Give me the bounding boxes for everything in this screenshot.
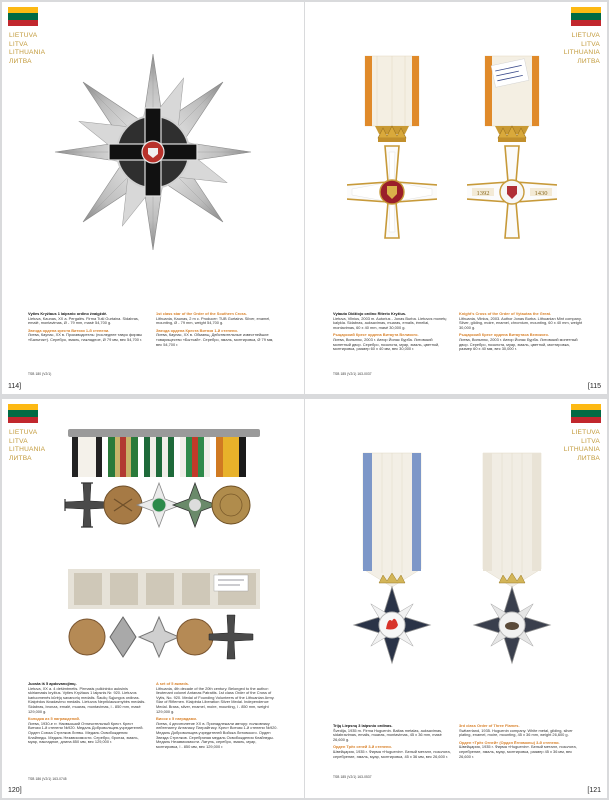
country-ru: LITVA: [9, 40, 28, 48]
caption-en: [459, 724, 583, 762]
lithuania-flag-icon: [8, 7, 38, 26]
country-label: [564, 429, 600, 463]
caption-ru-title: Звезда ордена креста Витязя 1-й степени.: [28, 327, 110, 333]
page-115: [305, 2, 607, 394]
caption-ru-title: Рыцарский Крест ордена Витаута Великого.: [333, 332, 419, 338]
country-ru: LITVA: [581, 437, 600, 445]
caption-en-body: Lithuania, Kaunas, 2 m c. Producer: TUB Gurtaina. Silver, enamel, mounting, Ø - 79 mm, weight 54,700 g.: [156, 315, 271, 326]
country-en: LITHUANIA: [563, 446, 600, 454]
svg-text:1430: 1430: [534, 190, 548, 197]
page-number: [115: [587, 383, 601, 390]
caption-en-body: Switzerland, 1935. Huguenin company. White metal, gilding, silver plating, enamel, moire, mounting, 45 x 36 mm, weight 26,600 g.: [459, 727, 573, 738]
country-ru2: ЛИТВА: [9, 57, 32, 65]
country-lt: LIETUVA: [9, 32, 38, 39]
lithuania-flag-icon: [571, 404, 601, 423]
caption-ru-body: Литва, Каунас, XX в. Производитель: (последнее тавро фирмы «Бальтик»). Серебро, эмаль, накладное, Ø 79 мм, вес 54,700 г.: [28, 332, 143, 342]
country-ru2: ЛИТВА: [577, 57, 600, 65]
caption-lt-body: Švedija, 1935 m. Firma Huguenin. Baltas metalas, auksavimas, sidabravimas, emalis, muaras, montavimas, 45 x 36 mm, masė 26,600 g.: [333, 727, 443, 742]
caption-lt-title: Vyties Kryžiaus 1 laipsnio ordino žvaigždė.: [28, 311, 108, 316]
country-en: LITHUANIA: [563, 49, 600, 57]
page-number: 120]: [8, 787, 22, 794]
lithuania-flag-icon: [571, 7, 601, 26]
caption-en-body: Lithuania, Vilnius, 2003. Author Jonas Burba. Lithuanian Mint company. Silver, gilding, moire, enamel, chromium, mounting, 60 x 40 mm, weight 30,000 g.: [459, 315, 583, 330]
caption-ru2-body: Литва, 4 десятилетие XX в. Принадлежали автору: полковнику лейтенанту Антанасу Патрайтису. Крест Витязя 1-й степени №920. Медаль Добровольцев-учредителей Войска Литовского. Орден Звезда Стрелков. Серебряная медаль Освобождения Клайпеды. Медаль Независимости. Латунь, серебро, эмаль, муар, монтировка, l - 850 мм, вес 129,000 г.: [156, 720, 278, 749]
caption-ru-body: Литва, 1930-е гг. Наивысший Отличительный Крест. Крест Витязя 1-й степени №920. Медаль Добровольцев-учредителей. Орден Союза Стрелков Литвы. Медаль Освобождения Клайпеды. Медаль Независимости. Серебро, бронза, эмаль, муар, накладное, длина 850 мм, вес 129,000 г.: [28, 720, 144, 745]
caption-en: [156, 312, 276, 350]
medal-bar-reverse-image: [64, 559, 264, 679]
caption-en-title: A set of 5 awards.: [156, 681, 189, 686]
catalog-ref: TSB 185 (V2/1) 163-0537: [333, 775, 372, 779]
caption-ru2-body: Литва, Вильнюс, 2003 г. Автор Йонас Бурба. Литовский монетный двор. Серебро, позолота, муар, эмаль, цветной, монтировка, размер 60 x 40 мм, вес 30,000 г.: [459, 336, 578, 352]
caption-lt-body: Lietuva, XX a. 4 dešimtmetis. Pirmasis pulkininko auksinis skiriamasis kryžius. Vyties Kryžiaus 1 laipsnis Nr. 920. Lietuvos kariuomenės kūrėjų savanorių medalis. Šaulių Sąjungos ordinas. Klaipėdos išvadavimo medalis. Lietuvos Nepriklausomybės medalis. Sidabras, bronza, emalė, muaras, montavimas, l - 850 mm, masė 129,000 g.: [28, 685, 146, 714]
page-114: [2, 2, 304, 394]
country-lt: LIETUVA: [571, 429, 600, 436]
country-label: [9, 429, 45, 463]
country-ru: LITVA: [581, 40, 600, 48]
catalog-ref: TSB 180 (V2/1): [28, 372, 52, 376]
order-star-image: [48, 52, 258, 252]
country-en: LITHUANIA: [9, 49, 46, 57]
country-lt: LIETUVA: [9, 429, 38, 436]
caption-en: [459, 312, 583, 355]
caption-en: [156, 682, 278, 752]
country-en: LITHUANIA: [9, 446, 46, 454]
page-121: [305, 399, 607, 798]
caption-en-title: Knight's Cross of the Order of Vytautas the Great.: [459, 311, 552, 316]
caption-ru2-title: Рыцарский Крест ордена Витаутаса Великого.: [459, 332, 549, 338]
caption-lt-title: Vytauto Didžiojo ordino Riterio Kryžius.: [333, 311, 407, 316]
caption-ru2-title: Висок с 5 наградами.: [156, 716, 197, 722]
caption-ru-body: Швейцария, 1935 г. Фирма «Huguenin». Белый металл, позолота, серебрение, эмаль, муар, монтировка, 45 x 36 мм, вес 26,600 г.: [333, 748, 451, 759]
caption-en-body: Lithuania, 4th decade of the 20th century. Belonged to the author: lieutenant colonel Antanas Patraitis. 1st class Order of the Cross of Vytis, No. 920. Medal of Founding Volunteers of the Lithuanian Army. Star of Riflemen. Klaipėda Liberation Silver Medal. Independence Medal. Brass, silver, enamel, moire, mounting, l - 850 mm, weight 129,000 g.: [156, 685, 275, 714]
caption-lt-title: Juosta iš 5 apdovanojimų.: [28, 681, 77, 686]
caption-ru2-title: Звезда ордена Креста Витязя 1-й степени.: [156, 327, 238, 333]
caption-lt-title: Trijų Liepsnų 3 laipsnio ordinas.: [333, 723, 393, 728]
caption-lt-body: Lietuva, Kaunas, XX a. Pergalės. Firma Tušl Gurtaina. Sidabras, emalė, montavimas, Ø - 79 mm, masė 54,700 g.: [28, 315, 139, 326]
catalog-ref: TSB 186 (V2/1) 163-0745: [28, 777, 67, 781]
country-ru2: ЛИТВА: [9, 454, 32, 462]
page-number: [121: [587, 787, 601, 794]
caption-en-title: 1st class star of the Order of the Southern Cross.: [156, 311, 248, 316]
country-label: [9, 32, 45, 66]
caption-lt-body: Lietuva, Vilnius, 2003 m. Autorius - Jonas Burba. Lietuvos monetų kalykla. Sidabras, auksavimas, muaras, emalis, ėmeliai, montavimas, 60 x 40 mm, masė 30,000 g.: [333, 315, 447, 330]
knight-cross-front-image: [347, 52, 437, 242]
country-label: [564, 32, 600, 66]
caption-lt: [333, 724, 451, 762]
caption-ru2-title: Орден «Трёх Огней» (Ордэн Ёгнямоны) 3-й степени.: [459, 739, 560, 745]
country-lt: LIETUVA: [571, 32, 600, 39]
caption-ru2-body: Швейцария, 1935 г. Фирма «Huguenin». Белый металл, позолота, серебрение, эмаль, муар, монтировка, размер 45 x 36 мм, вес 26,600 г.: [459, 744, 577, 759]
knight-cross-reverse-image: [467, 52, 557, 242]
caption-lt: [28, 312, 146, 346]
page-number: 114]: [8, 383, 22, 390]
svg-text:1392: 1392: [476, 190, 490, 197]
caption-ru-title: Орден Трёх огней 3-й степени.: [333, 744, 392, 750]
lithuania-flag-icon: [8, 404, 38, 423]
catalog-ref: TSB 185 (V2/1) 163-0037: [333, 372, 372, 376]
three-flames-order-front-image: [347, 449, 437, 669]
caption-en-title: 3rd class Order of Three Flames.: [459, 723, 520, 728]
three-flames-order-reverse-image: [467, 449, 557, 669]
caption-ru2-body: Литва, Каунас, XX в. Обманщ. Действительные известнейшие товарищество «Бытчай». Серебро, эмаль, монтировка, Ø 79 мм, вес 54,700 г.: [156, 332, 274, 347]
caption-ru-title: Колодка из 5 награждений.: [28, 716, 80, 722]
medal-bar-front-image: [64, 427, 264, 547]
country-ru: LITVA: [9, 437, 28, 445]
caption-lt: [333, 312, 451, 355]
caption-ru-body: Литва, Вильнюс, 2003 г. Автор Йонас Бурба. Литовский монетный двор. Серебро, позолота, муар, эмаль, цветной, монтировка, размер 60 x 40 мм, вес 30,000 г.: [333, 336, 440, 352]
country-ru2: ЛИТВА: [577, 454, 600, 462]
caption-lt: [28, 682, 146, 748]
page-120: [2, 399, 304, 798]
